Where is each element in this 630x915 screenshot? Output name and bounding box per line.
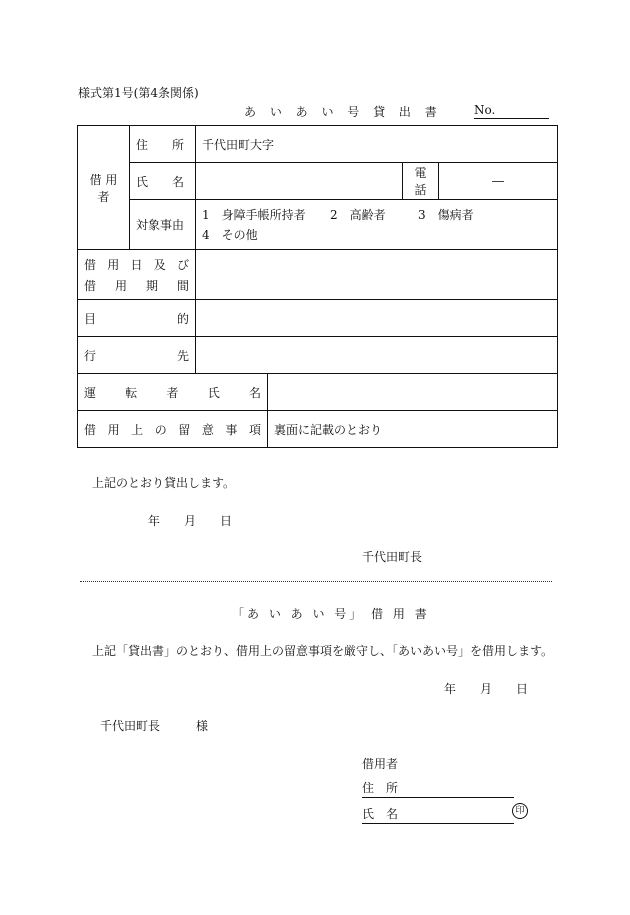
date-period-value[interactable] [196, 250, 558, 300]
phone-value[interactable]: ― [439, 163, 558, 200]
borrower-label: 借用者 [362, 757, 399, 771]
lending-statement: 上記のとおり貸出します。 [92, 476, 236, 490]
date-period-label-line1: 借 用 日 及 び [84, 257, 189, 272]
borrowing-title: 「あ い あ い 号」 借 用 書 [232, 607, 430, 621]
notes-value: 裏面に記載のとおり [268, 411, 558, 448]
name-value[interactable] [196, 163, 403, 200]
purpose-value[interactable] [196, 300, 558, 337]
destination-label: 行 先 [78, 337, 196, 374]
borrower-address-label: 住 所 [362, 781, 399, 795]
purpose-label: 目 的 [78, 300, 196, 337]
destination-row [78, 337, 558, 374]
phone-label: 電話 [403, 163, 439, 200]
document-number-field[interactable]: No. [474, 103, 549, 119]
addressee [100, 717, 208, 734]
driver-row [78, 374, 558, 411]
name-row-table [78, 163, 558, 200]
notes-row [78, 411, 558, 448]
driver-value[interactable] [268, 374, 558, 411]
addressee-name: 千代田町長 [100, 719, 161, 733]
address-row-table [78, 126, 558, 163]
eligibility-options[interactable] [196, 200, 558, 250]
lending-form-table [77, 125, 558, 448]
borrower-group-label: 借 用 者 [78, 126, 130, 250]
addressee-honorific: 様 [196, 719, 209, 733]
purpose-row [78, 300, 558, 337]
cut-line-divider [80, 581, 552, 582]
date-period-label-line2: 借 用 期 間 [84, 278, 189, 293]
eligibility-option-3[interactable]: 3 傷病者 [418, 207, 474, 222]
eligibility-label: 対象事由 [130, 200, 196, 250]
seal-icon: 印 [512, 803, 528, 819]
eligibility-row [78, 200, 558, 250]
form-number-label: 様式第1号(第4条関係) [78, 86, 199, 100]
borrower-name-label: 氏 名 [362, 807, 399, 821]
notes-label: 借 用 上 の 留 意 事 項 [78, 411, 268, 448]
eligibility-option-1[interactable]: 1 身障手帳所持者 [202, 207, 306, 222]
destination-value[interactable] [196, 337, 558, 374]
address-value[interactable]: 千代田町大字 [196, 126, 558, 163]
lending-date[interactable]: 年 月 日 [148, 514, 233, 528]
eligibility-option-4[interactable]: 4 その他 [202, 227, 258, 242]
borrowing-statement: 上記「貸出書」のとおり、借用上の留意事項を厳守し、「あいあい号」を借用します。 [92, 644, 554, 658]
lending-issuer: 千代田町長 [362, 550, 423, 564]
address-label: 住 所 [130, 126, 196, 163]
driver-label: 運 転 者 氏 名 [78, 374, 268, 411]
borrower-address-field[interactable] [362, 779, 514, 798]
borrower-name-field[interactable] [362, 805, 514, 824]
date-period-row [78, 250, 558, 300]
document-title: あ い あ い 号 貸 出 書 [244, 105, 442, 119]
date-period-label [78, 250, 196, 300]
eligibility-option-2[interactable]: 2 高齢者 [330, 207, 386, 222]
name-label: 氏 名 [130, 163, 196, 200]
borrowing-date[interactable]: 年 月 日 [444, 682, 529, 696]
